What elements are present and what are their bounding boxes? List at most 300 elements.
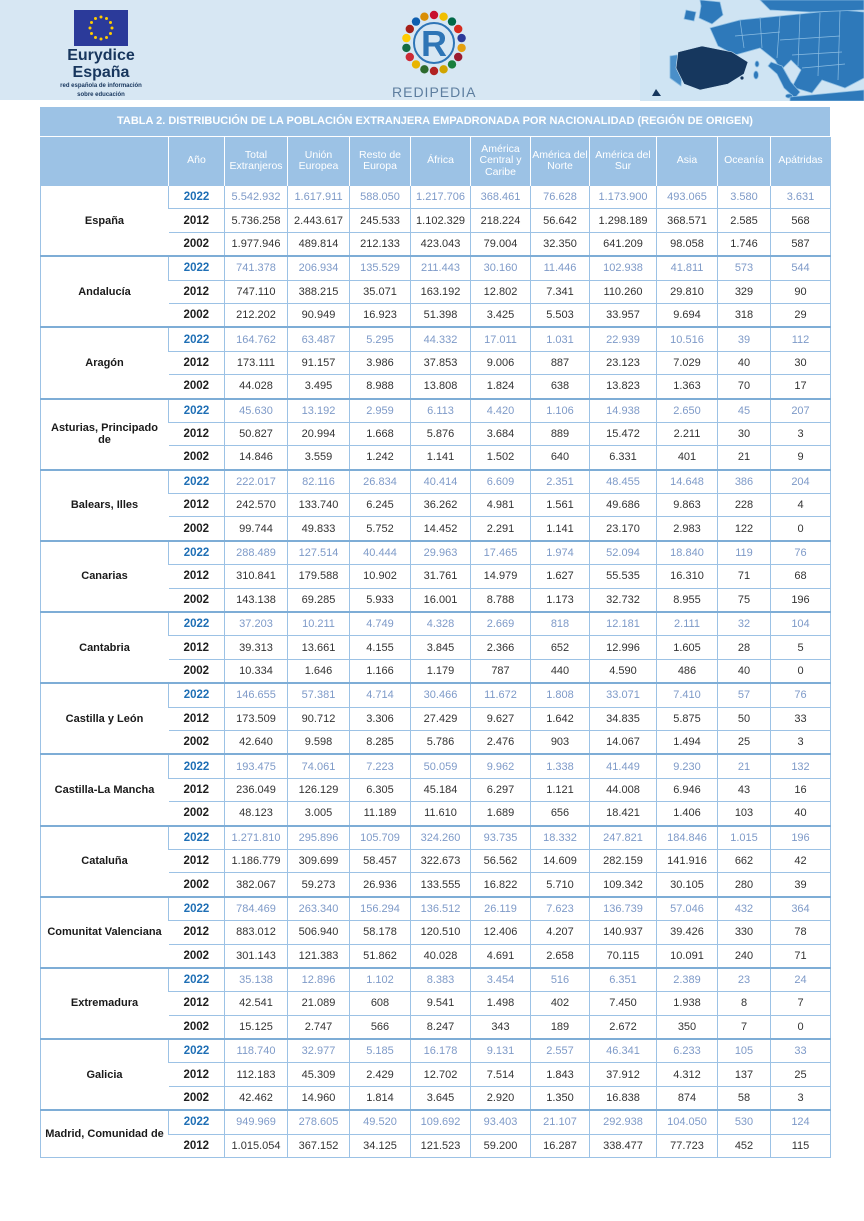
value-cell: 6.351: [590, 968, 657, 992]
value-cell: 21: [718, 446, 771, 470]
value-cell: 76: [771, 683, 831, 707]
year-cell: 2022: [169, 1039, 225, 1063]
year-cell: 2002: [169, 446, 225, 470]
year-cell: 2012: [169, 636, 225, 659]
value-cell: 133.555: [411, 873, 471, 897]
value-cell: 41.811: [657, 256, 718, 280]
region-group: [41, 399, 831, 470]
value-cell: 14.960: [288, 1086, 350, 1110]
value-cell: 5.875: [657, 707, 718, 730]
value-cell: 93.403: [471, 1110, 531, 1134]
value-cell: 1.015: [718, 826, 771, 850]
value-cell: 874: [657, 1086, 718, 1110]
value-cell: 566: [350, 1015, 411, 1039]
value-cell: 10.516: [657, 327, 718, 351]
year-cell: 2022: [169, 968, 225, 992]
value-cell: 787: [471, 659, 531, 683]
table-row: [41, 256, 831, 280]
value-cell: 343: [471, 1015, 531, 1039]
value-cell: 5.295: [350, 327, 411, 351]
value-cell: 74.061: [288, 754, 350, 778]
value-cell: 33: [771, 1039, 831, 1063]
value-cell: 16: [771, 778, 831, 801]
redipedia-logo: [392, 8, 476, 100]
value-cell: 68: [771, 565, 831, 588]
value-cell: 121.383: [288, 944, 350, 968]
value-cell: 1.668: [350, 422, 411, 445]
value-cell: 8.788: [471, 588, 531, 612]
eurydice-tagline-line2: sobre educación: [77, 92, 125, 98]
value-cell: 486: [657, 659, 718, 683]
value-cell: 13.823: [590, 375, 657, 399]
value-cell: 9.627: [471, 707, 531, 730]
eu-flag-icon: [74, 10, 128, 46]
value-cell: 1.498: [471, 992, 531, 1015]
year-cell: 2012: [169, 992, 225, 1015]
value-cell: 9.962: [471, 754, 531, 778]
value-cell: 5.736.258: [225, 209, 288, 232]
value-cell: 3.559: [288, 446, 350, 470]
value-cell: 45.630: [225, 399, 288, 423]
value-cell: 109.692: [411, 1110, 471, 1134]
value-cell: 1.746: [718, 232, 771, 256]
value-cell: 42.541: [225, 992, 288, 1015]
value-cell: 388.215: [288, 280, 350, 303]
value-cell: 12.802: [471, 280, 531, 303]
value-cell: 3.425: [471, 303, 531, 327]
value-cell: 2.351: [531, 470, 590, 494]
top-banner: [0, 0, 864, 100]
value-cell: 30: [771, 351, 831, 374]
value-cell: 173.509: [225, 707, 288, 730]
value-cell: 102.938: [590, 256, 657, 280]
value-cell: 104.050: [657, 1110, 718, 1134]
value-cell: 1.406: [657, 802, 718, 826]
value-cell: 40.444: [350, 541, 411, 565]
value-cell: 30.160: [471, 256, 531, 280]
value-cell: 28: [718, 636, 771, 659]
value-cell: 119: [718, 541, 771, 565]
value-cell: 329: [718, 280, 771, 303]
value-cell: 1.015.054: [225, 1134, 288, 1157]
value-cell: 1.102.329: [411, 209, 471, 232]
table-row: [41, 399, 831, 423]
table-row: [41, 1110, 831, 1134]
value-cell: 9.598: [288, 730, 350, 754]
value-cell: 1.646: [288, 659, 350, 683]
value-cell: 322.673: [411, 849, 471, 872]
value-cell: 12.896: [288, 968, 350, 992]
year-cell: 2012: [169, 707, 225, 730]
value-cell: 1.824: [471, 375, 531, 399]
region-group: [41, 1110, 831, 1157]
value-cell: 37.853: [411, 351, 471, 374]
value-cell: 386: [718, 470, 771, 494]
value-cell: 37.203: [225, 612, 288, 636]
value-cell: 212.133: [350, 232, 411, 256]
value-cell: 10.211: [288, 612, 350, 636]
value-cell: 8.383: [411, 968, 471, 992]
region-name: Aragón: [41, 327, 169, 398]
column-header: América del Sur: [590, 137, 657, 186]
value-cell: 48.123: [225, 802, 288, 826]
year-cell: 2012: [169, 565, 225, 588]
value-cell: 110.260: [590, 280, 657, 303]
value-cell: 1.031: [531, 327, 590, 351]
value-cell: 368.461: [471, 186, 531, 209]
value-cell: 70.115: [590, 944, 657, 968]
value-cell: 39: [771, 873, 831, 897]
value-cell: 1.977.946: [225, 232, 288, 256]
value-cell: 11.446: [531, 256, 590, 280]
value-cell: 132: [771, 754, 831, 778]
value-cell: 40: [718, 659, 771, 683]
value-cell: 1.166: [350, 659, 411, 683]
value-cell: 79.004: [471, 232, 531, 256]
value-cell: 40: [718, 351, 771, 374]
value-cell: 58: [718, 1086, 771, 1110]
value-cell: 13.661: [288, 636, 350, 659]
value-cell: 55.535: [590, 565, 657, 588]
value-cell: 39.426: [657, 921, 718, 944]
value-cell: 44.332: [411, 327, 471, 351]
value-cell: 13.192: [288, 399, 350, 423]
value-cell: 3.986: [350, 351, 411, 374]
map-sardinia: [754, 71, 759, 79]
value-cell: 1.338: [531, 754, 590, 778]
value-cell: 2.658: [531, 944, 590, 968]
population-table: [40, 136, 831, 1158]
value-cell: 949.969: [225, 1110, 288, 1134]
eurydice-tagline-line1: red española de información: [60, 83, 142, 89]
value-cell: 51.398: [411, 303, 471, 327]
value-cell: 2.111: [657, 612, 718, 636]
value-cell: 883.012: [225, 921, 288, 944]
region-group: [41, 612, 831, 683]
value-cell: 222.017: [225, 470, 288, 494]
value-cell: 1.186.779: [225, 849, 288, 872]
year-cell: 2012: [169, 280, 225, 303]
value-cell: 49.833: [288, 517, 350, 541]
value-cell: 1.974: [531, 541, 590, 565]
value-cell: 16.178: [411, 1039, 471, 1063]
value-cell: 2.669: [471, 612, 531, 636]
value-cell: 33: [771, 707, 831, 730]
value-cell: 90: [771, 280, 831, 303]
value-cell: 207: [771, 399, 831, 423]
year-cell: 2022: [169, 826, 225, 850]
value-cell: 14.648: [657, 470, 718, 494]
year-cell: 2012: [169, 921, 225, 944]
eurydice-logo: [36, 10, 166, 98]
value-cell: 3: [771, 730, 831, 754]
year-cell: 2022: [169, 1110, 225, 1134]
value-cell: 98.058: [657, 232, 718, 256]
value-cell: 282.159: [590, 849, 657, 872]
value-cell: 16.001: [411, 588, 471, 612]
value-cell: 9.694: [657, 303, 718, 327]
redipedia-flag-ring-icon: [399, 8, 469, 78]
region-name: Castilla-La Mancha: [41, 754, 169, 825]
table-row: [41, 968, 831, 992]
table-row: [41, 826, 831, 850]
region-name: Castilla y León: [41, 683, 169, 754]
value-cell: 608: [350, 992, 411, 1015]
value-cell: 204: [771, 470, 831, 494]
region-name: Galicia: [41, 1039, 169, 1110]
value-cell: 903: [531, 730, 590, 754]
value-cell: 741.378: [225, 256, 288, 280]
value-cell: 41.449: [590, 754, 657, 778]
value-cell: 39: [718, 327, 771, 351]
year-cell: 2002: [169, 873, 225, 897]
value-cell: 30.466: [411, 683, 471, 707]
value-cell: 13.808: [411, 375, 471, 399]
value-cell: 26.936: [350, 873, 411, 897]
value-cell: 1.843: [531, 1063, 590, 1086]
value-cell: 6.297: [471, 778, 531, 801]
value-cell: 3.684: [471, 422, 531, 445]
value-cell: 7.029: [657, 351, 718, 374]
value-cell: 1.627: [531, 565, 590, 588]
value-cell: 136.739: [590, 897, 657, 921]
value-cell: 112.183: [225, 1063, 288, 1086]
value-cell: 2.366: [471, 636, 531, 659]
value-cell: 30.105: [657, 873, 718, 897]
value-cell: 49.520: [350, 1110, 411, 1134]
column-header: América del Norte: [531, 137, 590, 186]
value-cell: 164.762: [225, 327, 288, 351]
value-cell: 1.642: [531, 707, 590, 730]
value-cell: 58.178: [350, 921, 411, 944]
value-cell: 5.752: [350, 517, 411, 541]
table-row: [41, 683, 831, 707]
year-cell: 2002: [169, 944, 225, 968]
value-cell: 17.465: [471, 541, 531, 565]
value-cell: 4.328: [411, 612, 471, 636]
value-cell: 9.131: [471, 1039, 531, 1063]
value-cell: 4.420: [471, 399, 531, 423]
year-cell: 2012: [169, 1063, 225, 1086]
value-cell: 5.876: [411, 422, 471, 445]
value-cell: 93.735: [471, 826, 531, 850]
value-cell: 1.814: [350, 1086, 411, 1110]
region-name: Madrid, Comunidad de: [41, 1110, 169, 1157]
value-cell: 338.477: [590, 1134, 657, 1157]
value-cell: 1.217.706: [411, 186, 471, 209]
year-cell: 2002: [169, 730, 225, 754]
column-header: Oceanía: [718, 137, 771, 186]
value-cell: 11.672: [471, 683, 531, 707]
value-cell: 211.443: [411, 256, 471, 280]
value-cell: 9.006: [471, 351, 531, 374]
value-cell: 32.350: [531, 232, 590, 256]
value-cell: 99.744: [225, 517, 288, 541]
table-row: [41, 186, 831, 209]
value-cell: 4: [771, 494, 831, 517]
value-cell: 6.946: [657, 778, 718, 801]
value-cell: 189: [531, 1015, 590, 1039]
value-cell: 30: [718, 422, 771, 445]
value-cell: 9.541: [411, 992, 471, 1015]
value-cell: 212.202: [225, 303, 288, 327]
value-cell: 638: [531, 375, 590, 399]
value-cell: 4.207: [531, 921, 590, 944]
value-cell: 140.937: [590, 921, 657, 944]
value-cell: 1.605: [657, 636, 718, 659]
value-cell: 21: [718, 754, 771, 778]
value-cell: 218.224: [471, 209, 531, 232]
value-cell: 133.740: [288, 494, 350, 517]
table-row: [41, 327, 831, 351]
value-cell: 530: [718, 1110, 771, 1134]
value-cell: 1.179: [411, 659, 471, 683]
value-cell: 32.732: [590, 588, 657, 612]
value-cell: 32: [718, 612, 771, 636]
column-header: Total Extranjeros: [225, 137, 288, 186]
value-cell: 45.309: [288, 1063, 350, 1086]
value-cell: 4.981: [471, 494, 531, 517]
value-cell: 115: [771, 1134, 831, 1157]
value-cell: 3.306: [350, 707, 411, 730]
value-cell: 33.957: [590, 303, 657, 327]
value-cell: 288.489: [225, 541, 288, 565]
value-cell: 17: [771, 375, 831, 399]
value-cell: 506.940: [288, 921, 350, 944]
value-cell: 3.631: [771, 186, 831, 209]
year-cell: 2002: [169, 1086, 225, 1110]
value-cell: 44.008: [590, 778, 657, 801]
value-cell: 1.102: [350, 968, 411, 992]
value-cell: 42: [771, 849, 831, 872]
value-cell: 18.840: [657, 541, 718, 565]
value-cell: 69.285: [288, 588, 350, 612]
value-cell: 5.503: [531, 303, 590, 327]
value-cell: 21.089: [288, 992, 350, 1015]
year-cell: 2022: [169, 612, 225, 636]
value-cell: 12.996: [590, 636, 657, 659]
value-cell: 7.514: [471, 1063, 531, 1086]
year-cell: 2022: [169, 399, 225, 423]
value-cell: 126.129: [288, 778, 350, 801]
value-cell: 423.043: [411, 232, 471, 256]
table-section: [40, 107, 830, 1158]
value-cell: 301.143: [225, 944, 288, 968]
value-cell: 1.350: [531, 1086, 590, 1110]
value-cell: 16.287: [531, 1134, 590, 1157]
value-cell: 402: [531, 992, 590, 1015]
value-cell: 7: [771, 992, 831, 1015]
region-column-header: [41, 137, 169, 186]
eurydice-title: Eurydice: [67, 47, 135, 64]
value-cell: 2.650: [657, 399, 718, 423]
value-cell: 143.138: [225, 588, 288, 612]
table-row: [41, 470, 831, 494]
value-cell: 1.141: [531, 517, 590, 541]
year-cell: 2022: [169, 470, 225, 494]
value-cell: 4.714: [350, 683, 411, 707]
value-cell: 2.983: [657, 517, 718, 541]
value-cell: 33.071: [590, 683, 657, 707]
value-cell: 2.672: [590, 1015, 657, 1039]
value-cell: 4.155: [350, 636, 411, 659]
year-cell: 2012: [169, 422, 225, 445]
value-cell: 588.050: [350, 186, 411, 209]
value-cell: 12.406: [471, 921, 531, 944]
value-cell: 8.247: [411, 1015, 471, 1039]
value-cell: 17.011: [471, 327, 531, 351]
redipedia-label: REDIPEDIA: [392, 84, 477, 100]
value-cell: 292.938: [590, 1110, 657, 1134]
value-cell: 0: [771, 517, 831, 541]
value-cell: 7: [718, 1015, 771, 1039]
value-cell: 263.340: [288, 897, 350, 921]
value-cell: 71: [771, 944, 831, 968]
region-group: [41, 754, 831, 825]
value-cell: 364: [771, 897, 831, 921]
value-cell: 57.046: [657, 897, 718, 921]
value-cell: 29.963: [411, 541, 471, 565]
value-cell: 3.454: [471, 968, 531, 992]
value-cell: 57.381: [288, 683, 350, 707]
value-cell: 3: [771, 1086, 831, 1110]
value-cell: 1.494: [657, 730, 718, 754]
table-row: [41, 612, 831, 636]
value-cell: 7.623: [531, 897, 590, 921]
value-cell: 5.710: [531, 873, 590, 897]
value-cell: 44.028: [225, 375, 288, 399]
value-cell: 5: [771, 636, 831, 659]
value-cell: 104: [771, 612, 831, 636]
value-cell: 280: [718, 873, 771, 897]
value-cell: 7.450: [590, 992, 657, 1015]
year-cell: 2022: [169, 327, 225, 351]
value-cell: 1.141: [411, 446, 471, 470]
value-cell: 7.410: [657, 683, 718, 707]
value-cell: 5.933: [350, 588, 411, 612]
value-cell: 1.502: [471, 446, 531, 470]
value-cell: 50.059: [411, 754, 471, 778]
column-header: Unión Europea: [288, 137, 350, 186]
value-cell: 40.414: [411, 470, 471, 494]
value-cell: 784.469: [225, 897, 288, 921]
value-cell: 52.094: [590, 541, 657, 565]
value-cell: 18.332: [531, 826, 590, 850]
value-cell: 25: [771, 1063, 831, 1086]
value-cell: 3.580: [718, 186, 771, 209]
value-cell: 2.476: [471, 730, 531, 754]
region-group: [41, 186, 831, 257]
value-cell: 6.245: [350, 494, 411, 517]
value-cell: 42.462: [225, 1086, 288, 1110]
value-cell: 105.709: [350, 826, 411, 850]
value-cell: 24: [771, 968, 831, 992]
region-group: [41, 327, 831, 398]
value-cell: 368.571: [657, 209, 718, 232]
value-cell: 2.585: [718, 209, 771, 232]
value-cell: 8.285: [350, 730, 411, 754]
year-cell: 2022: [169, 683, 225, 707]
value-cell: 2.747: [288, 1015, 350, 1039]
region-group: [41, 897, 831, 968]
value-cell: 8: [718, 992, 771, 1015]
region-name: Extremadura: [41, 968, 169, 1039]
value-cell: 1.617.911: [288, 186, 350, 209]
value-cell: 1.173.900: [590, 186, 657, 209]
value-cell: 14.067: [590, 730, 657, 754]
value-cell: 11.610: [411, 802, 471, 826]
value-cell: 8.988: [350, 375, 411, 399]
